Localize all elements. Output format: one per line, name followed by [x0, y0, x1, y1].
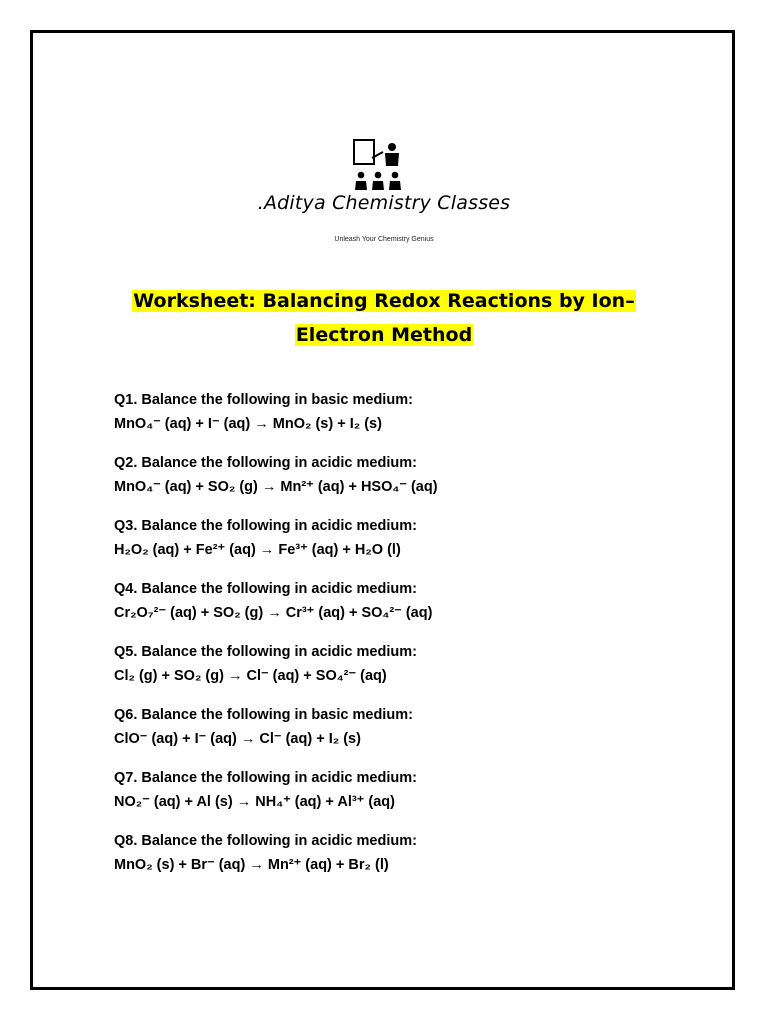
question-label: Q6. Balance the following in basic medium:: [114, 707, 413, 723]
question-equation: MnO₄⁻ (aq) + SO₂ (g) → Mn²⁺ (aq) + HSO₄⁻ (aq): [114, 479, 438, 495]
question-5: [114, 640, 674, 703]
question-3: [114, 514, 674, 577]
worksheet-title: [0, 284, 768, 352]
question-label: Q1. Balance the following in basic medium:: [114, 392, 413, 408]
question-1: [114, 388, 674, 451]
question-4: [114, 577, 674, 640]
question-8: [114, 829, 674, 892]
question-equation: H₂O₂ (aq) + Fe²⁺ (aq) → Fe³⁺ (aq) + H₂O (l): [114, 542, 401, 558]
question-7: [114, 766, 674, 829]
question-equation: ClO⁻ (aq) + I⁻ (aq) → Cl⁻ (aq) + I₂ (s): [114, 731, 361, 747]
question-label: Q5. Balance the following in acidic medium:: [114, 644, 417, 660]
question-equation: NO₂⁻ (aq) + Al (s) → NH₄⁺ (aq) + Al³⁺ (aq): [114, 794, 395, 810]
title-line-2: Electron Method: [295, 324, 473, 346]
question-label: Q2. Balance the following in acidic medium:: [114, 455, 417, 471]
teacher-at-board-with-students-icon: [352, 138, 404, 192]
question-2: [114, 451, 674, 514]
question-equation: Cr₂O₇²⁻ (aq) + SO₂ (g) → Cr³⁺ (aq) + SO₄²⁻ (aq): [114, 605, 433, 621]
question-label: Q3. Balance the following in acidic medium:: [114, 518, 417, 534]
brand-tagline: Unleash Your Chemistry Genius: [334, 236, 434, 243]
question-label: Q8. Balance the following in acidic medium:: [114, 833, 417, 849]
brand-name: .Aditya Chemistry Classes: [257, 192, 511, 214]
question-label: Q4. Balance the following in acidic medium:: [114, 581, 417, 597]
question-equation: Cl₂ (g) + SO₂ (g) → Cl⁻ (aq) + SO₄²⁻ (aq): [114, 668, 387, 684]
question-6: [114, 703, 674, 766]
question-list: [114, 388, 674, 892]
question-label: Q7. Balance the following in acidic medium:: [114, 770, 417, 786]
question-equation: MnO₂ (s) + Br⁻ (aq) → Mn²⁺ (aq) + Br₂ (l): [114, 857, 389, 873]
question-equation: MnO₄⁻ (aq) + I⁻ (aq) → MnO₂ (s) + I₂ (s): [114, 416, 382, 432]
title-line-1: Worksheet: Balancing Redox Reactions by Ion–: [133, 290, 635, 312]
